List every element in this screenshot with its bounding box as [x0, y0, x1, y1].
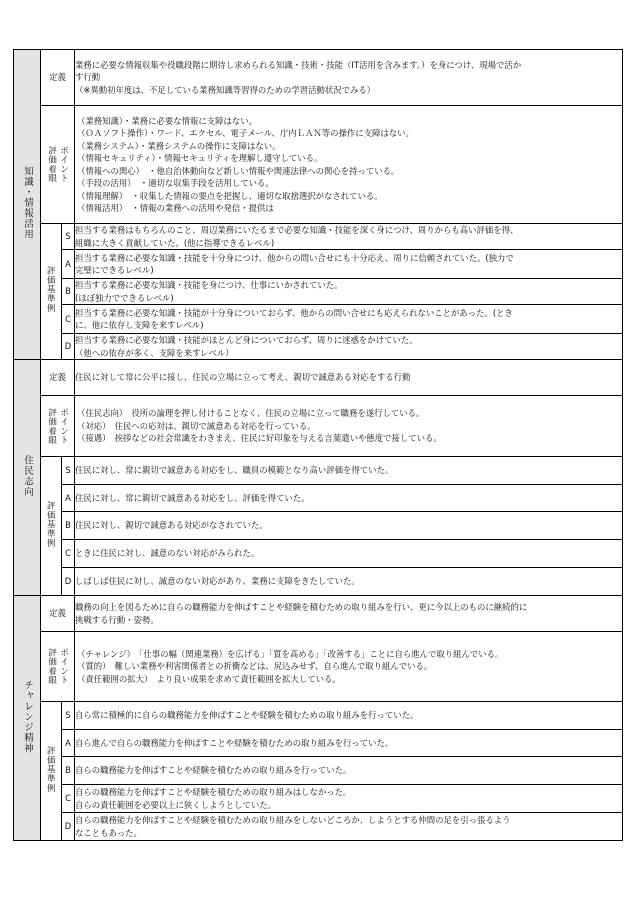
criteria-text	[75, 568, 623, 596]
points-label-cell	[41, 396, 75, 457]
criteria-line: 自らの職務能力を伸ばすことや経験を積むための取り組みはしなかった。	[75, 787, 352, 797]
point-line: （ＯＡソフト操作）・ワード、エクセル、電子メール、庁内ＬＡＮ等の操作に支障はない。	[77, 128, 414, 138]
criteria-row	[14, 334, 623, 360]
criteria-line: 自らの職務能力を伸ばすことや経験を積むための取り組みをしないどころか、しようとする仲間の足を引っ張るよう	[75, 815, 511, 825]
definition-label-cell	[41, 596, 75, 632]
criteria-line: 担当する業務はもちろんのこと、周辺業務にいたるまで必要な知識・技能を深く身につけ、周りからも高い評価を得、	[75, 225, 519, 235]
grade-cell	[62, 250, 75, 279]
definition-line: 挑戦する行動・姿勢。	[75, 614, 159, 625]
points-label-a: 評価着眼	[46, 146, 57, 183]
points-label-a: 評価着眼	[46, 407, 57, 445]
definition-label: 定義	[49, 372, 66, 383]
criteria-label-cell	[41, 457, 62, 596]
criteria-text	[75, 512, 623, 540]
criteria-row	[14, 250, 623, 279]
criteria-line: （他への依存が多く、支障を来すレベル）	[75, 347, 234, 358]
criteria-line: (ほぼ独力でできるレベル)	[75, 292, 174, 303]
criteria-line: 自ら進んで自らの職務能力を伸ばすことや経験を積むための取り組みを行っていた。	[75, 737, 394, 748]
definition-label-cell	[41, 50, 75, 106]
criteria-line: 担当する業務に必要な知識・技能を身につけ、仕事にいかされていた。	[75, 280, 343, 290]
point-line: （情報への関心） ・他自治体動向など新しい情報や関連法律への関心を持っている。	[77, 165, 400, 176]
grade-letter: C	[65, 313, 71, 324]
criteria-line: 住民に対し、親切で誠意ある対応がなされていた。	[75, 520, 268, 531]
evaluation-sheet	[13, 49, 622, 841]
section-category-label: チャレンジ精神	[22, 679, 33, 753]
criteria-line: 担当する業務に必要な知識・技能が十分身についておらず、他からの問い合せにも応えられないことがあった。(とき	[75, 307, 513, 318]
section-category	[14, 360, 41, 596]
points-label-b: ポイント	[58, 146, 69, 183]
criteria-line: 住民に対し、常に親切で誠意ある対応をし、評価を得ていた。	[75, 492, 310, 503]
criteria-text	[75, 540, 623, 568]
point-line: （接遇） 挨拶などの社会常識をわきまえ、住民に好印象を与える言葉遣いや態度で接している。	[77, 433, 442, 444]
definition-label: 定義	[49, 72, 66, 83]
grade-cell	[62, 757, 75, 785]
grade-letter: D	[64, 341, 72, 352]
criteria-row	[14, 224, 623, 250]
grade-cell	[62, 702, 75, 730]
grade-cell	[62, 334, 75, 360]
definition-line: す行動	[75, 72, 101, 83]
section-definition-row	[14, 596, 623, 632]
criteria-row	[14, 540, 623, 568]
criteria-text	[75, 730, 623, 757]
criteria-row	[14, 568, 623, 596]
grade-letter: D	[64, 821, 72, 832]
criteria-row	[14, 813, 623, 841]
grade-cell	[62, 457, 75, 485]
points-label-b: ポイント	[58, 407, 69, 445]
criteria-label: 評価基準例	[46, 745, 57, 793]
definition-text	[75, 50, 623, 106]
definition-line: 住民に対して常に公平に接し、住民の立場に立って考え、親切で誠意ある対応をする行動	[75, 372, 411, 383]
grade-cell	[62, 785, 75, 813]
evaluation-table	[13, 49, 623, 841]
grade-letter: A	[65, 492, 71, 503]
point-line: （チャレンジ） 「仕事の幅（関連業務）を広げる」「質を高める」「改善する」ことに自ら進んで取り組んでいる。	[77, 648, 504, 659]
criteria-line: に、他に依存し支障を来すレベル)	[75, 320, 204, 330]
criteria-line: なこともあった。	[75, 827, 142, 838]
point-line: （住民志向） 役所の論理を押し付けることなく、住民の立場に立って職務を遂行している。	[77, 408, 425, 419]
criteria-row	[14, 757, 623, 785]
criteria-line: しばしば住民に対し、誠意のない対応があり、業務に支障をきたしていた。	[75, 576, 360, 587]
grade-letter: B	[65, 520, 71, 531]
grade-letter: S	[65, 465, 71, 476]
grade-cell	[62, 730, 75, 757]
point-line: （質的） 難しい業務や利害関係者との折衝などは、尻込みせず、自ら進んで取り組んでいる。	[77, 661, 433, 672]
definition-line: 業務に必要な情報収集や役職段階に期待し求められる知識・技術・技能（IT活用を含みます。）を身につけ、現場で活か	[75, 59, 522, 70]
criteria-line: 担当する業務に必要な知識・技能がほとんど身についておらず、周りに迷惑をかけていた。	[75, 335, 418, 345]
criteria-text	[75, 457, 623, 485]
criteria-line: 自らの責任範囲を必要以上に狭くしようとしていた。	[75, 799, 276, 810]
section-definition-row	[14, 50, 623, 106]
definition-label-cell	[41, 360, 75, 396]
criteria-line: 組織に大きく貢献していた。(他に指導できるレベル)	[75, 237, 275, 248]
criteria-line: 自らの職務能力を伸ばすことや経験を積むための取り組みを行っていた。	[75, 765, 352, 776]
definition-line: 職務の向上を図るために自らの職務能力を伸ばすことや経験を積むための取り組みを行い、更に今以上のものに継続的に	[75, 602, 528, 612]
grade-cell	[62, 224, 75, 250]
criteria-line: 完璧にできるレベル)	[75, 265, 154, 275]
section-category-label: 住民志向	[22, 454, 33, 497]
point-line: （対応） 住民への応対は、親切で誠意ある対応を行っている。	[77, 420, 316, 431]
criteria-line: 住民に対し、常に親切で誠意ある対応をし、職員の模範となり高い評価を得ていた。	[75, 465, 394, 476]
criteria-label: 評価基準例	[46, 500, 57, 548]
point-line: （情報理解） ・収集した情報の要点を把握し、適切な取捨選択がなされている。	[77, 190, 383, 201]
criteria-label: 評価基準例	[46, 266, 57, 314]
points-label	[41, 146, 74, 182]
section-points-row	[14, 396, 623, 457]
point-line: （業務知識）・業務に必要な情報に支障はない。	[77, 115, 258, 126]
definition-text	[75, 596, 623, 632]
grade-letter: S	[65, 710, 71, 721]
point-line: （手段の活用） ・適切な収集手段を活用している。	[77, 178, 274, 188]
criteria-row	[14, 457, 623, 485]
points-label-b: ポイント	[58, 648, 69, 685]
criteria-text	[75, 224, 623, 250]
grade-letter: A	[65, 737, 71, 748]
points-label	[41, 408, 74, 444]
point-line: （情報セキュリティ）・情報セキュリティを理解し遵守している。	[77, 153, 323, 163]
criteria-text	[75, 334, 623, 360]
definition-label: 定義	[49, 608, 66, 619]
point-line: （業務システム）・業務システムの操作に支障はない。	[77, 140, 281, 151]
criteria-row	[14, 305, 623, 334]
criteria-row	[14, 485, 623, 512]
criteria-row	[14, 730, 623, 757]
criteria-line: ときに住民に対し、誠意のない対応がみられた。	[75, 548, 260, 559]
criteria-text	[75, 485, 623, 512]
section-points-row	[14, 632, 623, 702]
points-label-a: 評価着眼	[46, 648, 57, 685]
criteria-text	[75, 702, 623, 730]
points-text	[75, 632, 623, 702]
definition-text	[75, 360, 623, 396]
criteria-label-cell	[41, 702, 62, 841]
grade-cell	[62, 568, 75, 596]
grade-cell	[62, 512, 75, 540]
grade-cell	[62, 540, 75, 568]
grade-cell	[62, 305, 75, 334]
criteria-row	[14, 512, 623, 540]
points-label-cell	[41, 106, 75, 224]
grade-letter: B	[65, 286, 71, 297]
definition-line: （※異動初年度は、不足している業務知識等習得のための学習活動状況でみる）	[75, 84, 376, 95]
criteria-text	[75, 305, 623, 334]
criteria-row	[14, 279, 623, 305]
grade-letter: C	[65, 548, 71, 559]
grade-letter: C	[65, 793, 71, 804]
grade-letter: S	[65, 231, 71, 242]
section-category	[14, 596, 41, 841]
points-text	[75, 106, 623, 224]
criteria-label-cell	[41, 224, 62, 360]
criteria-line: 担当する業務に必要な知識・技能を十分身につけ、他からの問い合せにも十分応え、周りに信頼されていた。(独力で	[75, 252, 514, 263]
points-text	[75, 396, 623, 457]
grade-letter: B	[65, 765, 71, 776]
criteria-row	[14, 785, 623, 813]
criteria-text	[75, 813, 623, 841]
section-points-row	[14, 106, 623, 224]
grade-cell	[62, 485, 75, 512]
criteria-text	[75, 279, 623, 305]
points-label-cell	[41, 632, 75, 702]
section-definition-row	[14, 360, 623, 396]
section-category	[14, 50, 41, 360]
criteria-text	[75, 250, 623, 279]
criteria-line: 自ら常に積極的に自らの職務能力を伸ばすことや経験を積むための取り組みを行っていた。	[75, 710, 419, 721]
grade-cell	[62, 813, 75, 841]
criteria-text	[75, 757, 623, 785]
criteria-text	[75, 785, 623, 813]
points-label	[41, 648, 74, 684]
criteria-row	[14, 702, 623, 730]
point-line: （責任範囲の拡大） より良い成果を求めて責任範囲を拡大している。	[77, 673, 341, 684]
grade-letter: A	[65, 258, 71, 269]
point-line: （情報活用） ・情報の業務への活用や発信・提供は	[77, 203, 274, 213]
section-category-label: 知識・情報活用	[22, 166, 33, 240]
grade-cell	[62, 279, 75, 305]
grade-letter: D	[64, 576, 72, 587]
